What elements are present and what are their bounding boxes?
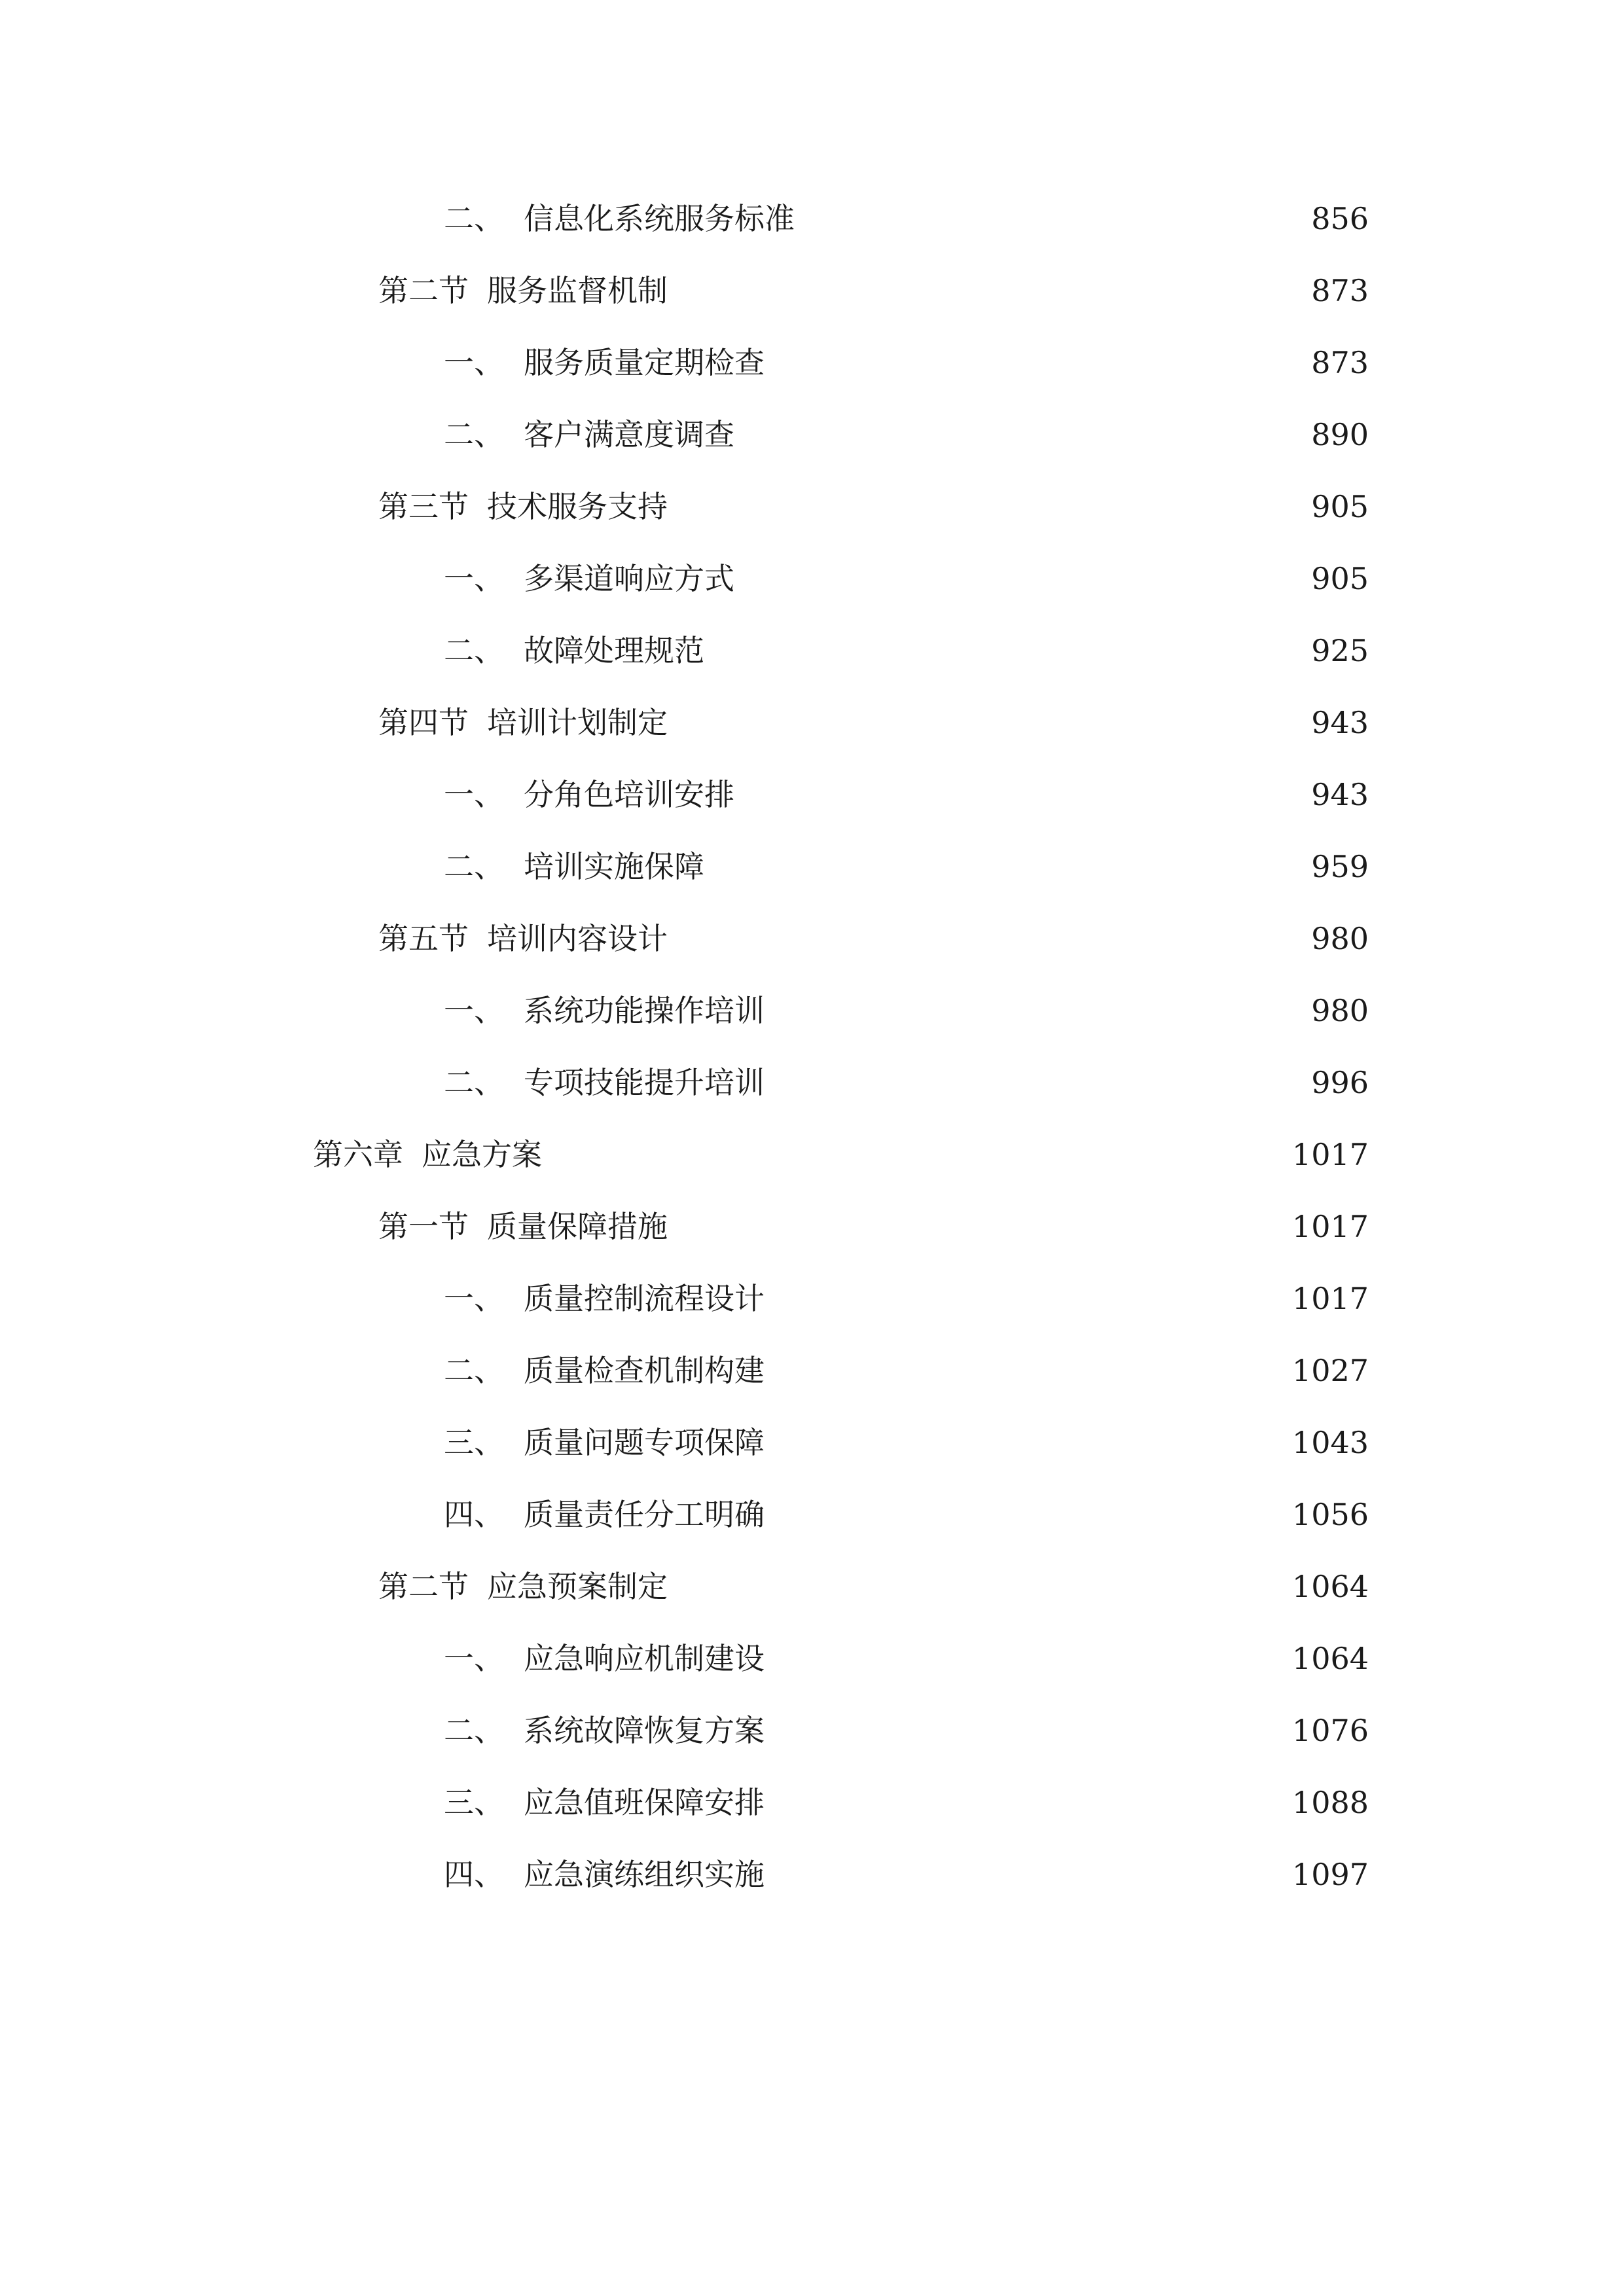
- toc-dot-leader: [771, 1272, 1283, 1325]
- toc-dot-leader: [771, 1416, 1283, 1469]
- toc-entry-page: 980: [1311, 993, 1369, 1028]
- toc-entry-number: 第三节: [378, 489, 469, 524]
- toc-entry-title: 应急值班保障安排: [524, 1785, 765, 1820]
- toc-dot-leader: [771, 1056, 1302, 1109]
- toc-entry-page: 1043: [1291, 1425, 1369, 1460]
- toc-entry-number: 二、: [444, 633, 504, 668]
- toc-entry-number: 二、: [444, 201, 504, 236]
- toc-entry-title: 服务质量定期检查: [524, 345, 765, 380]
- toc-entry-number: 二、: [444, 1713, 504, 1748]
- toc-entry-title: 系统功能操作培训: [524, 993, 765, 1028]
- toc-entry-title: 系统故障恢复方案: [524, 1713, 765, 1748]
- toc-entry[interactable]: [378, 1200, 1369, 1253]
- toc-entry[interactable]: [378, 480, 1369, 533]
- toc-entry[interactable]: [444, 1416, 1369, 1469]
- toc-entry-number: 第一节: [378, 1209, 469, 1244]
- toc-entry[interactable]: [444, 336, 1369, 389]
- toc-entry-page: 959: [1311, 849, 1369, 884]
- toc-dot-leader: [674, 1200, 1283, 1253]
- toc-entry-title: 服务监督机制: [487, 273, 668, 308]
- toc-entry-number: 一、: [444, 1281, 504, 1316]
- toc-entry[interactable]: [444, 1488, 1369, 1541]
- toc-entry[interactable]: [444, 768, 1369, 821]
- toc-entry[interactable]: [378, 696, 1369, 749]
- toc-dot-leader: [674, 912, 1302, 965]
- toc-dot-leader: [771, 1344, 1283, 1397]
- toc-entry-title: 故障处理规范: [524, 633, 704, 668]
- toc-entry-page: 1064: [1291, 1641, 1369, 1676]
- toc-entry-number: 一、: [444, 777, 504, 812]
- toc-dot-leader: [771, 1776, 1283, 1829]
- toc-entry[interactable]: [444, 408, 1369, 461]
- toc-entry-number: 二、: [444, 1353, 504, 1388]
- toc-entry-title: 多渠道响应方式: [524, 561, 734, 596]
- toc-dot-leader: [801, 192, 1302, 245]
- toc-entry[interactable]: [444, 1632, 1369, 1685]
- toc-entry[interactable]: [378, 912, 1369, 965]
- toc-dot-leader: [741, 552, 1302, 605]
- toc-entry-page: 996: [1311, 1065, 1369, 1100]
- toc-dot-leader: [771, 1848, 1283, 1901]
- toc-dot-leader: [771, 984, 1302, 1037]
- toc-dot-leader: [549, 1128, 1283, 1181]
- toc-entry-page: 980: [1311, 921, 1369, 956]
- toc-dot-leader: [771, 1632, 1283, 1685]
- toc-entry-page: 890: [1311, 417, 1369, 452]
- toc-entry-page: 943: [1311, 705, 1369, 740]
- toc-entry-page: 943: [1311, 777, 1369, 812]
- toc-entry-title: 应急演练组织实施: [524, 1857, 765, 1892]
- toc-entry[interactable]: [444, 1704, 1369, 1757]
- toc-entry-title: 质量检查机制构建: [524, 1353, 765, 1388]
- toc-entry-page: 905: [1311, 489, 1369, 524]
- toc-dot-leader: [674, 264, 1302, 317]
- toc-dot-leader: [741, 768, 1302, 821]
- toc-dot-leader: [771, 1704, 1283, 1757]
- toc-entry-number: 第六章: [313, 1137, 403, 1172]
- toc-entry-page: 1017: [1291, 1281, 1369, 1316]
- toc-dot-leader: [771, 336, 1302, 389]
- toc-entry-page: 1017: [1291, 1137, 1369, 1172]
- toc-entry-title: 客户满意度调查: [524, 417, 734, 452]
- toc-entry-page: 925: [1311, 633, 1369, 668]
- toc-entry-page: 1056: [1291, 1497, 1369, 1532]
- toc-entry-title: 应急响应机制建设: [524, 1641, 765, 1676]
- toc-entry-title: 技术服务支持: [487, 489, 668, 524]
- toc-entry[interactable]: [444, 984, 1369, 1037]
- toc-entry-number: 第四节: [378, 705, 469, 740]
- toc-entry[interactable]: [444, 552, 1369, 605]
- toc-entry-number: 一、: [444, 345, 504, 380]
- toc-entry-page: 1097: [1291, 1857, 1369, 1892]
- toc-entry-number: 一、: [444, 561, 504, 596]
- toc-entry-title: 质量责任分工明确: [524, 1497, 765, 1532]
- toc-entry-title: 应急预案制定: [487, 1569, 668, 1604]
- toc-dot-leader: [711, 840, 1302, 893]
- toc-entry-title: 培训内容设计: [487, 921, 668, 956]
- toc-entry[interactable]: [378, 1560, 1369, 1613]
- toc-dot-leader: [771, 1488, 1283, 1541]
- toc-entry-number: 三、: [444, 1425, 504, 1460]
- toc-entry-number: 四、: [444, 1857, 504, 1892]
- toc-entry-title: 质量问题专项保障: [524, 1425, 765, 1460]
- toc-entry-title: 信息化系统服务标准: [524, 201, 795, 236]
- toc-entry-number: 四、: [444, 1497, 504, 1532]
- toc-entry-title: 专项技能提升培训: [524, 1065, 765, 1100]
- toc-entry-number: 二、: [444, 849, 504, 884]
- toc-entry-page: 1027: [1291, 1353, 1369, 1388]
- toc-entry-page: 905: [1311, 561, 1369, 596]
- toc-entry-page: 873: [1311, 273, 1369, 308]
- toc-entry-page: 856: [1311, 201, 1369, 236]
- toc-entry-page: 1076: [1291, 1713, 1369, 1748]
- toc-dot-leader: [741, 408, 1302, 461]
- toc-entry[interactable]: [444, 1848, 1369, 1901]
- toc-entry-title: 应急方案: [422, 1137, 542, 1172]
- toc-entry-title: 培训实施保障: [524, 849, 704, 884]
- toc-dot-leader: [674, 480, 1302, 533]
- toc-entry-page: 1017: [1291, 1209, 1369, 1244]
- toc-entry-page: 873: [1311, 345, 1369, 380]
- toc-entry-title: 质量保障措施: [487, 1209, 668, 1244]
- toc-dot-leader: [674, 696, 1302, 749]
- toc-entry[interactable]: [444, 840, 1369, 893]
- toc-entry-number: 三、: [444, 1785, 504, 1820]
- toc-entry-number: 第五节: [378, 921, 469, 956]
- toc-entry[interactable]: [313, 1128, 1369, 1181]
- toc-entry-number: 第二节: [378, 273, 469, 308]
- toc-entry-number: 二、: [444, 417, 504, 452]
- toc-entry-number: 第二节: [378, 1569, 469, 1604]
- toc-entry[interactable]: [444, 1776, 1369, 1829]
- toc-entry[interactable]: [444, 1344, 1369, 1397]
- toc-entry-title: 质量控制流程设计: [524, 1281, 765, 1316]
- toc-entry-number: 一、: [444, 993, 504, 1028]
- toc-dot-leader: [711, 624, 1302, 677]
- toc-entry[interactable]: [444, 192, 1369, 245]
- toc-entry-page: 1064: [1291, 1569, 1369, 1604]
- toc-entry[interactable]: [444, 624, 1369, 677]
- toc-entry-number: 二、: [444, 1065, 504, 1100]
- toc-entry-page: 1088: [1291, 1785, 1369, 1820]
- toc-entry-number: 一、: [444, 1641, 504, 1676]
- toc-entry-title: 培训计划制定: [487, 705, 668, 740]
- toc-entry[interactable]: [444, 1056, 1369, 1109]
- toc-entry[interactable]: [378, 264, 1369, 317]
- toc-entry[interactable]: [444, 1272, 1369, 1325]
- toc-entry-title: 分角色培训安排: [524, 777, 734, 812]
- toc-dot-leader: [674, 1560, 1283, 1613]
